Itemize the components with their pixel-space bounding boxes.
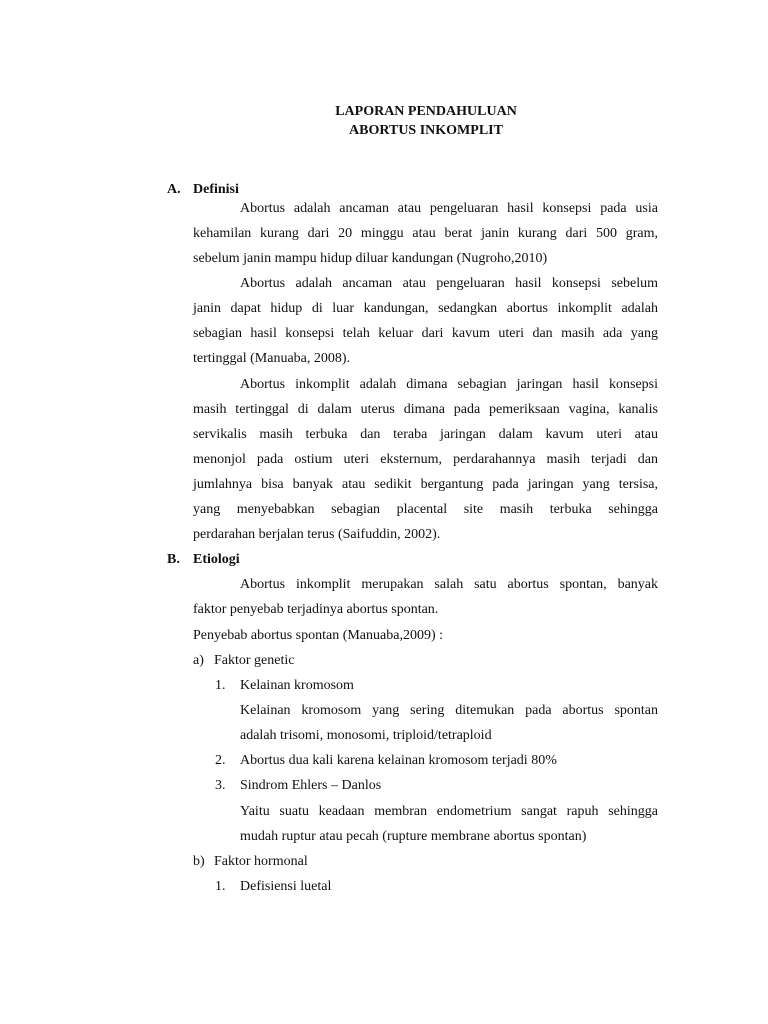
paragraph-line: masih tertinggal di dalam uterus dimana pada pemeriksaan vagina, kanalis: [193, 402, 658, 417]
paragraph-line: servikalis masih terbuka dan teraba jaringan dalam kavum uteri atau: [193, 427, 658, 442]
paragraph-line: Abortus adalah ancaman atau pengeluaran hasil konsepsi sebelum: [240, 276, 658, 291]
list-label: Faktor hormonal: [214, 854, 308, 869]
list-item-defisiensi-luetal: [215, 877, 680, 897]
list-label: Sindrom Ehlers – Danlos: [240, 778, 382, 793]
document-title-line-1: LAPORAN PENDAHULUAN: [335, 104, 517, 119]
paragraph-line: tertinggal (Manuaba, 2008).: [193, 351, 351, 366]
section-heading-etiologi: [167, 550, 240, 570]
paragraph-line: kehamilan kurang dari 20 minggu atau berat janin kurang dari 500 gram,: [193, 226, 658, 241]
list-marker: b): [193, 854, 205, 869]
list-marker: 1.: [215, 678, 226, 693]
paragraph-line: perdarahan berjalan terus (Saifuddin, 2002).: [193, 527, 441, 542]
paragraph-line: sebelum janin mampu hidup diluar kandungan (Nugroho,2010): [193, 251, 548, 266]
section-marker: B.: [167, 552, 180, 567]
paragraph-line: menonjol pada ostium uteri eksternum, perdarahannya masih terjadi dan: [193, 452, 658, 467]
list-item-kelainan-kromosom: [215, 676, 680, 696]
list-detail-line: Kelainan kromosom yang sering ditemukan pada abortus spontan: [240, 703, 658, 718]
list-label: Kelainan kromosom: [240, 678, 354, 693]
list-detail-line: Yaitu suatu keadaan membran endometrium sangat rapuh sehingga: [240, 804, 658, 819]
list-label: Abortus dua kali karena kelainan kromosom terjadi 80%: [240, 753, 557, 768]
list-label: Defisiensi luetal: [240, 879, 332, 894]
section-title: Etiologi: [193, 552, 240, 567]
section-heading-definisi: [167, 180, 239, 200]
paragraph-line: Abortus adalah ancaman atau pengeluaran hasil konsepsi pada usia: [240, 201, 658, 216]
list-marker: 2.: [215, 753, 226, 768]
list-marker: a): [193, 653, 204, 668]
paragraph-line: Abortus inkomplit merupakan salah satu abortus spontan, banyak: [240, 577, 658, 592]
list-detail-line: mudah ruptur atau pecah (rupture membrane abortus spontan): [240, 829, 587, 844]
paragraph-line: Abortus inkomplit adalah dimana sebagian jaringan hasil konsepsi: [240, 377, 658, 392]
paragraph-line: jumlahnya bisa banyak atau sedikit bergantung pada jaringan yang tersisa,: [193, 477, 658, 492]
paragraph-line: yang menyebabkan sebagian placental site masih terbuka sehingga: [193, 502, 658, 517]
list-marker: 3.: [215, 778, 226, 793]
list-item-faktor-hormonal: [193, 852, 658, 872]
section-title: Definisi: [193, 182, 239, 197]
list-item-abortus-dua-kali: [215, 751, 680, 771]
list-item-faktor-genetic: [193, 651, 658, 671]
paragraph-line: faktor penyebab terjadinya abortus spontan.: [193, 602, 439, 617]
paragraph-line: Penyebab abortus spontan (Manuaba,2009) :: [193, 628, 443, 643]
list-item-sindrom-ehlers-danlos: [215, 776, 680, 796]
paragraph-line: janin dapat hidup di luar kandungan, sedangkan abortus inkomplit adalah: [193, 301, 658, 316]
list-detail-line: adalah trisomi, monosomi, triploid/tetraploid: [240, 728, 492, 743]
document-title-line-2: ABORTUS INKOMPLIT: [349, 123, 503, 138]
list-label: Faktor genetic: [214, 653, 295, 668]
section-marker: A.: [167, 182, 181, 197]
paragraph-line: sebagian hasil konsepsi telah keluar dari kavum uteri dan masih ada yang: [193, 326, 658, 341]
list-marker: 1.: [215, 879, 226, 894]
